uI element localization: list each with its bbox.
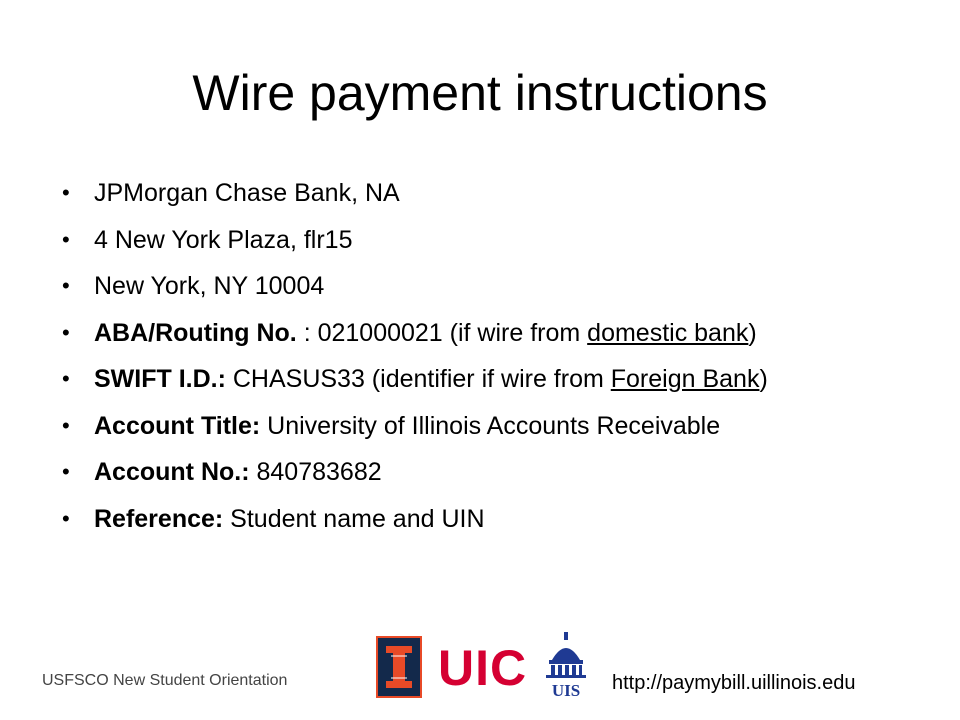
- bullet-text: New York, NY 10004: [94, 272, 325, 300]
- bullet-label: ABA/Routing No.: [94, 318, 304, 347]
- bullet-label: Account No.:: [94, 458, 250, 486]
- bullet-text: : 021000021 (if wire from: [303, 318, 588, 347]
- bullet-label: Reference:: [94, 504, 224, 533]
- domestic-bank-link[interactable]: domestic bank: [587, 318, 749, 347]
- bullet-bank-name: [56, 170, 936, 217]
- uis-capitol-dome-icon: [540, 630, 592, 702]
- bullet-routing-number: [56, 310, 936, 357]
- bullet-text: Student name and UIN: [223, 504, 485, 533]
- bullet-text: University of Illinois Accounts Receivable: [260, 411, 721, 440]
- bullet-text-after: ): [748, 318, 757, 347]
- university-logos: [376, 630, 600, 702]
- footer-url-link[interactable]: http://paymybill.uillinois.edu: [612, 672, 856, 694]
- bullet-text: CHASUS33 (identifier if wire from: [225, 365, 611, 393]
- bullet-list: [56, 170, 936, 542]
- bullet-account-title: [56, 403, 936, 450]
- bullet-dot-icon: •: [62, 505, 70, 531]
- bullet-dot-icon: •: [62, 412, 70, 438]
- bullet-reference: [56, 496, 936, 543]
- uic-logo-icon: UIC: [438, 640, 528, 696]
- illinois-block-i-icon: [378, 638, 420, 696]
- uis-logo-icon: [540, 630, 592, 702]
- bullet-account-number: [56, 449, 936, 496]
- bullet-text: 840783682: [249, 458, 382, 486]
- bullet-text: JPMorgan Chase Bank, NA: [94, 179, 400, 207]
- bullet-dot-icon: •: [62, 273, 70, 298]
- footer-orientation-text: USFSCO New Student Orientation: [42, 672, 288, 689]
- bullet-label: Account Title:: [94, 411, 261, 440]
- foreign-bank-link[interactable]: Foreign Bank: [610, 365, 760, 393]
- bullet-dot-icon: •: [62, 180, 70, 205]
- illinois-logo-icon: [376, 636, 422, 698]
- bullet-text: 4 New York Plaza, flr15: [94, 225, 353, 254]
- bullet-label: SWIFT I.D.:: [94, 365, 226, 393]
- bullet-bank-city: [56, 263, 936, 310]
- bullet-dot-icon: •: [62, 459, 70, 484]
- bullet-text-after: ): [759, 365, 768, 393]
- bullet-dot-icon: •: [62, 366, 70, 391]
- bullet-swift-id: [56, 356, 936, 403]
- bullet-dot-icon: •: [62, 319, 70, 345]
- bullet-dot-icon: •: [62, 226, 70, 252]
- slide-title: Wire payment instructions: [192, 65, 768, 121]
- bullet-bank-address: [56, 217, 936, 264]
- uis-logo-text: UIS: [551, 681, 581, 700]
